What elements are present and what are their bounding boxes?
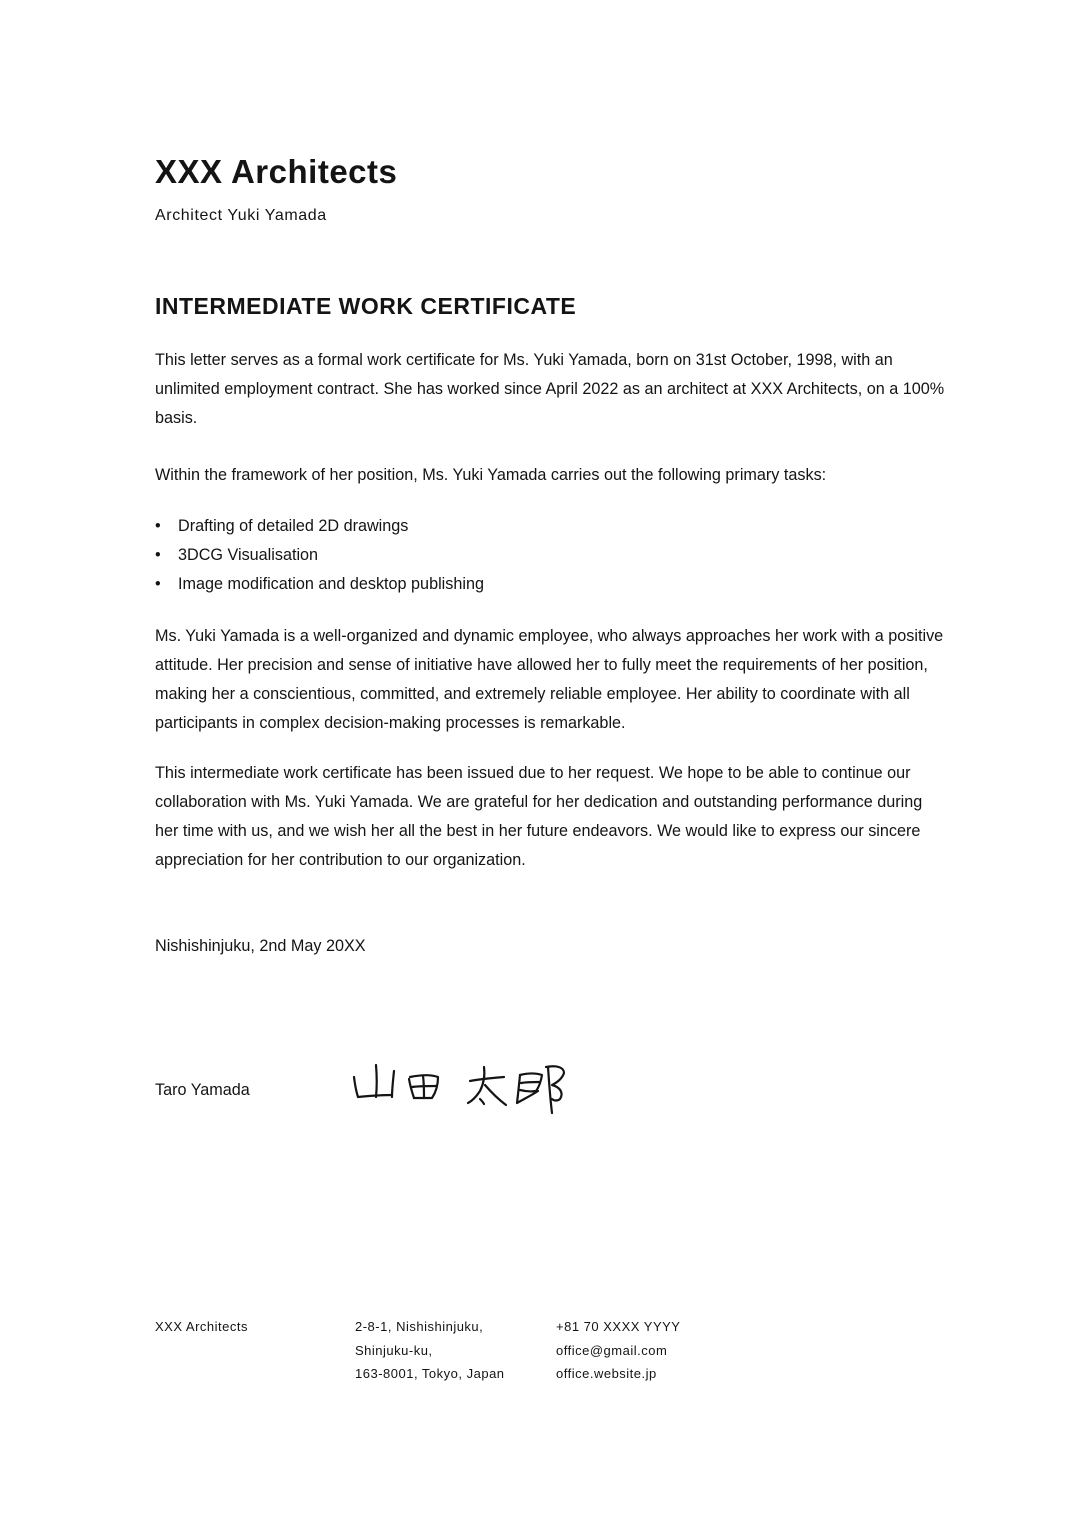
intro-paragraph: This letter serves as a formal work certificate for Ms. Yuki Yamada, born on 31st October, 1998, with an unlimited employment contract. She has worked since April 2022 as an architect at XXX Architects, on a 100% basis.	[155, 351, 945, 427]
list-item	[155, 541, 484, 570]
closing-paragraph: This intermediate work certificate has been issued due to her request. We hope to be able to continue our collaboration with Ms. Yuki Yamada. We are grateful for her dedication and outstanding performance during her time with us, and we wish her all the best in her future endeavors. We would like to express our sincere appreciation for her contribution to our organization.	[155, 764, 923, 869]
footer-company-name: XXX Architects	[155, 1319, 248, 1334]
task-label: 3DCG Visualisation	[178, 546, 319, 564]
handwritten-signature	[346, 1055, 586, 1117]
footer-company	[155, 1315, 248, 1339]
task-list	[155, 512, 484, 599]
list-item	[155, 512, 484, 541]
list-item	[155, 570, 484, 599]
bullet-icon: •	[155, 517, 161, 535]
document-title: INTERMEDIATE WORK CERTIFICATE	[155, 293, 577, 319]
author-subtitle: Architect Yuki Yamada	[155, 207, 327, 224]
company-name: XXX Architects	[155, 153, 398, 190]
bullet-icon: •	[155, 546, 161, 564]
signer-name: Taro Yamada	[155, 1081, 250, 1099]
assessment-paragraph: Ms. Yuki Yamada is a well-organized and dynamic employee, who always approaches her work with a positive attitude. Her precision and sense of initiative have allowed her to fully meet the requirements of her position, making her a conscientious, committed, and extremely reliable employee. Her ability to coordinate with all participants in complex decision-making processes is remarkable.	[155, 627, 944, 732]
task-label: Image modification and desktop publishing	[178, 575, 484, 593]
address-line: 163-8001, Tokyo, Japan	[355, 1366, 505, 1381]
address-line: Shinjuku-ku,	[355, 1342, 433, 1358]
footer-address	[355, 1315, 505, 1386]
tasks-intro-paragraph: Within the framework of her position, Ms. Yuki Yamada carries out the following primary tasks:	[155, 466, 827, 484]
task-label: Drafting of detailed 2D drawings	[178, 517, 409, 535]
place-and-date: Nishishinjuku, 2nd May 20XX	[155, 937, 366, 955]
footer-contact	[556, 1315, 680, 1386]
phone-number: +81 70 XXXX YYYY	[556, 1319, 681, 1334]
address-line: 2-8-1, Nishishinjuku,	[355, 1319, 484, 1334]
bullet-icon: •	[155, 575, 161, 593]
email-address: office@gmail.com	[556, 1342, 668, 1358]
website-address: office.website.jp	[556, 1366, 657, 1381]
